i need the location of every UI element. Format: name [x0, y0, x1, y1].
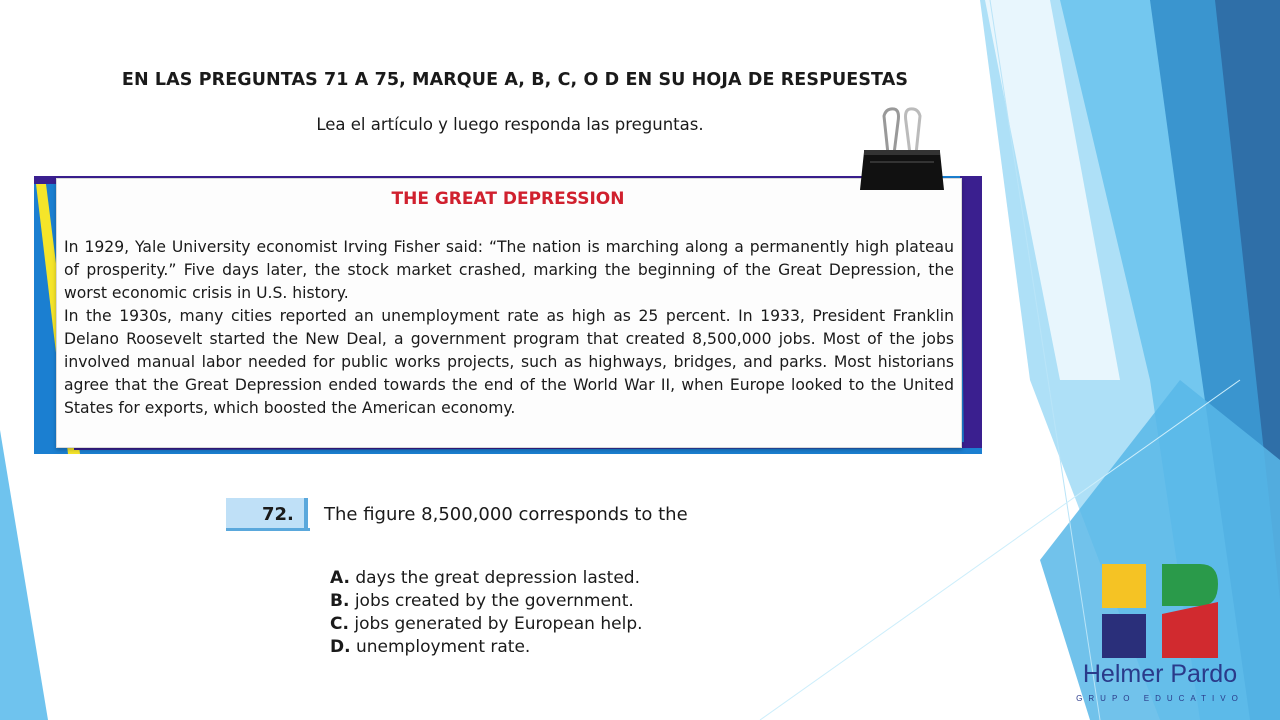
option-c-text: jobs generated by European help. — [354, 614, 643, 634]
option-b[interactable] — [330, 590, 643, 613]
instructions-heading: EN LAS PREGUNTAS 71 A 75, MARQUE A, B, C, O D EN SU HOJA DE RESPUESTAS — [121, 70, 909, 90]
option-c-letter: C. — [330, 614, 349, 634]
option-a-text: days the great depression lasted. — [355, 568, 640, 588]
binder-clip-icon — [860, 106, 944, 190]
article-title: THE GREAT DEPRESSION — [391, 189, 625, 209]
option-d-letter: D. — [330, 637, 351, 657]
article-paragraph-1: In 1929, Yale University economist Irving Fisher said: “The nation is marching along a permanently high plateau of prosperity.” Five days later, the stock market crashed, marking the beginning of the Great Depression, the worst economic crisis in U.S. history. — [64, 238, 954, 302]
logo-tagline: GRUPO EDUCATIVO — [1076, 694, 1244, 703]
instructions-subtitle: Lea el artículo y luego responda las preguntas. — [316, 115, 704, 134]
option-b-text: jobs created by the government. — [354, 591, 634, 611]
option-a-letter: A. — [330, 568, 350, 588]
article-body — [64, 236, 954, 420]
option-d[interactable] — [330, 636, 643, 659]
logo-name: Helmer Pardo — [1082, 660, 1238, 688]
option-d-text: unemployment rate. — [355, 637, 531, 657]
question-number: 72. — [262, 504, 294, 525]
logo-mark-icon — [1100, 562, 1222, 660]
article-paragraph-2: In the 1930s, many cities reported an unemployment rate as high as 25 percent. In 1933, President Franklin Delano Roosevelt started the New Deal, a government program that created 8,500,000 jobs. Most of the jobs involved manual labor needed for public works projects, such as highways, bridges, and parks. Most historians agree that the Great Depression ended towards the end of the World War II, when Europe looked to the United States for exports, which boosted the American economy. — [64, 307, 954, 417]
answer-options — [330, 567, 643, 659]
question-text: The figure 8,500,000 corresponds to the — [324, 504, 688, 525]
option-c[interactable] — [330, 613, 643, 636]
bg-left-triangle — [0, 430, 48, 720]
option-b-letter: B. — [330, 591, 350, 611]
option-a[interactable] — [330, 567, 643, 590]
